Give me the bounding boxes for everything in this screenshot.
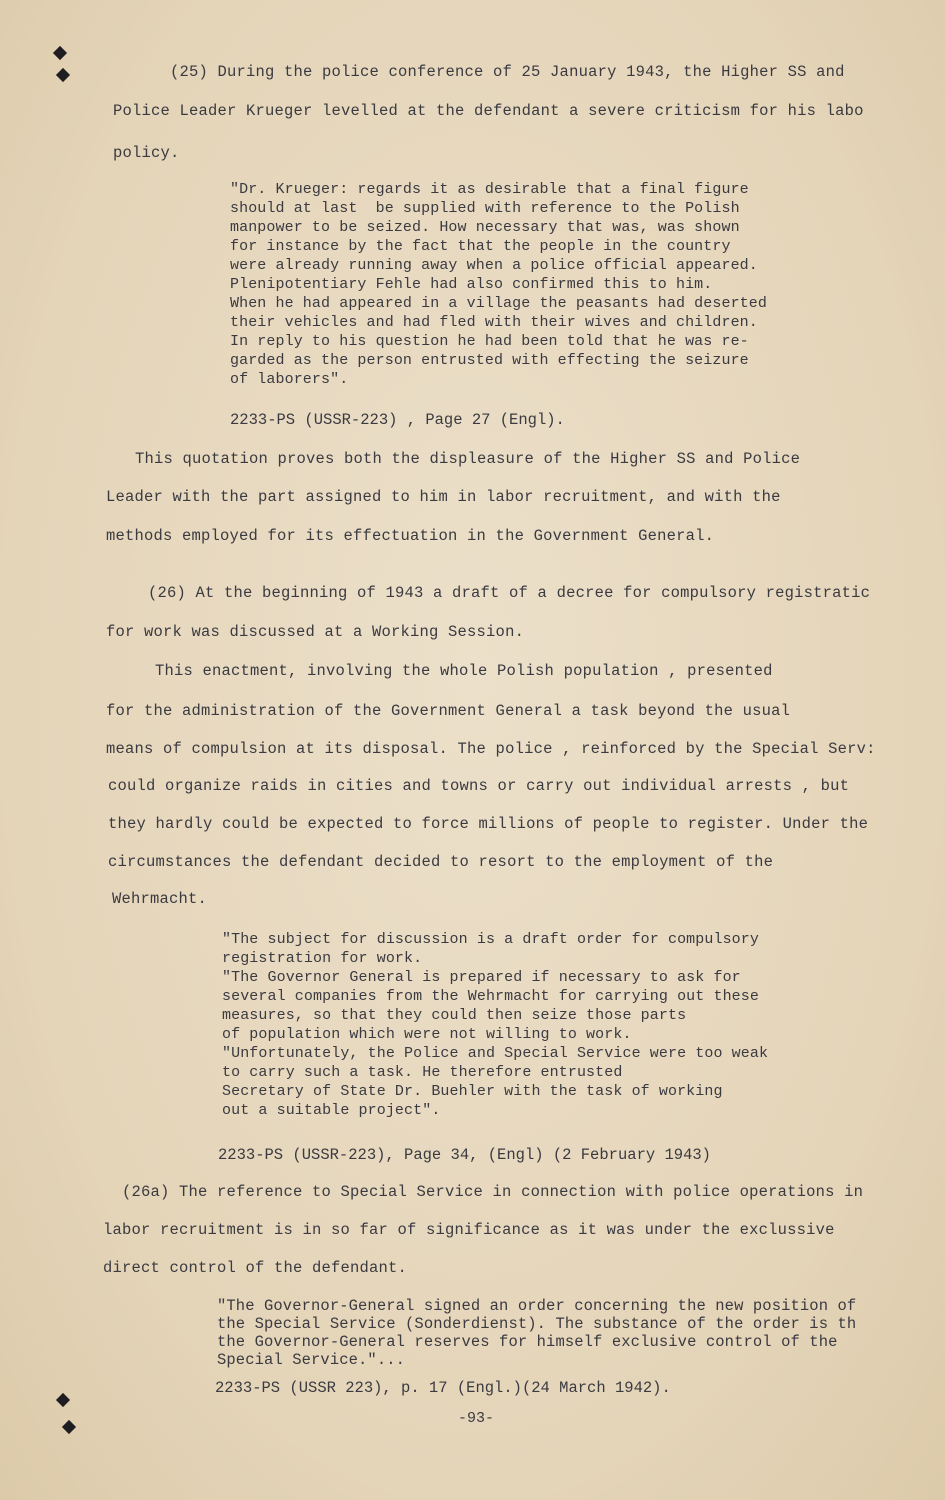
paragraph-26-body-line: Wehrmacht.	[112, 890, 208, 908]
citation: 2233-PS (USSR-223) , Page 27 (Engl).	[230, 411, 565, 429]
binder-hole-icon	[56, 1393, 70, 1407]
paragraph-25-commentary-line: Leader with the part assigned to him in labor recruitment, and with the	[106, 488, 781, 506]
paragraph-25-line: Police Leader Krueger levelled at the defendant a severe criticism for his labo	[113, 102, 864, 120]
paragraph-25-line: (25) During the police conference of 25 January 1943, the Higher SS and	[170, 63, 845, 81]
paragraph-26-line: (26) At the beginning of 1943 a draft of a decree for compulsory registratic	[148, 584, 871, 602]
paragraph-25-commentary-line: methods employed for its effectuation in the Government General.	[106, 527, 715, 545]
paragraph-26-body-line: circumstances the defendant decided to resort to the employment of the	[108, 853, 774, 871]
krueger-quotation: "Dr. Krueger: regards it as desirable that a final figure should at last be supplied with reference to the Polish manpower to be seized. How necessary that was, was shown for instance by the fact that the people in the country were already running away when a police official appeared. Plenipotentiary Fehle had also confirmed this to him. When he had appeared in a village the peasants had deserted their vehicles and had fled with their wives and children. In reply to his question he had been told that he was re- garded as the person entrusted with effecting the seizure of laborers".	[230, 181, 767, 388]
paragraph-26-body-line: could organize raids in cities and towns or carry out individual arrests , but	[108, 777, 850, 795]
special-service-quotation: "The Governor-General signed an order concerning the new position of the Special Service (Sonderdienst). The substance of the order is th the Governor-General reserves for himself exclusive control of the Special Service."...	[217, 1297, 857, 1369]
paragraph-26a-line: (26a) The reference to Special Service in connection with police operations in	[122, 1183, 864, 1201]
binder-hole-icon	[56, 68, 70, 82]
paragraph-26a-line: direct control of the defendant.	[103, 1259, 408, 1277]
citation: 2233-PS (USSR 223), p. 17 (Engl.)(24 March 1942).	[215, 1379, 671, 1397]
paragraph-26-body-line: they hardly could be expected to force millions of people to register. Under the	[108, 815, 869, 833]
paragraph-26-line: for work was discussed at a Working Session.	[106, 623, 525, 641]
paragraph-26-body-line: This enactment, involving the whole Polish population , presented	[155, 662, 773, 680]
binder-hole-icon	[62, 1420, 76, 1434]
paragraph-25-line: policy.	[113, 144, 180, 162]
paragraph-26-body-line: means of compulsion at its disposal. The police , reinforced by the Special Serv:	[106, 740, 876, 758]
paragraph-25-commentary-line: This quotation proves both the displeasure of the Higher SS and Police	[135, 450, 801, 468]
paragraph-26-body-line: for the administration of the Government General a task beyond the usual	[106, 702, 791, 720]
citation: 2233-PS (USSR-223), Page 34, (Engl) (2 February 1943)	[218, 1146, 711, 1164]
governor-general-quotation: "The subject for discussion is a draft order for compulsory registration for work. "The Governor General is prepared if necessary to ask for several companies from the Wehrmacht for carrying out these measures, so that they could then seize those parts of population which were not willing to work. "Unfortunately, the Police and Special Service were too weak to carry such a task. He therefore entrusted Secretary of State Dr. Buehler with the task of working out a suitable project".	[222, 931, 769, 1119]
paragraph-26a-line: labor recruitment is in so far of significance as it was under the exclussive	[103, 1221, 835, 1239]
page-number: -93-	[458, 1410, 495, 1427]
binder-hole-icon	[53, 46, 67, 60]
